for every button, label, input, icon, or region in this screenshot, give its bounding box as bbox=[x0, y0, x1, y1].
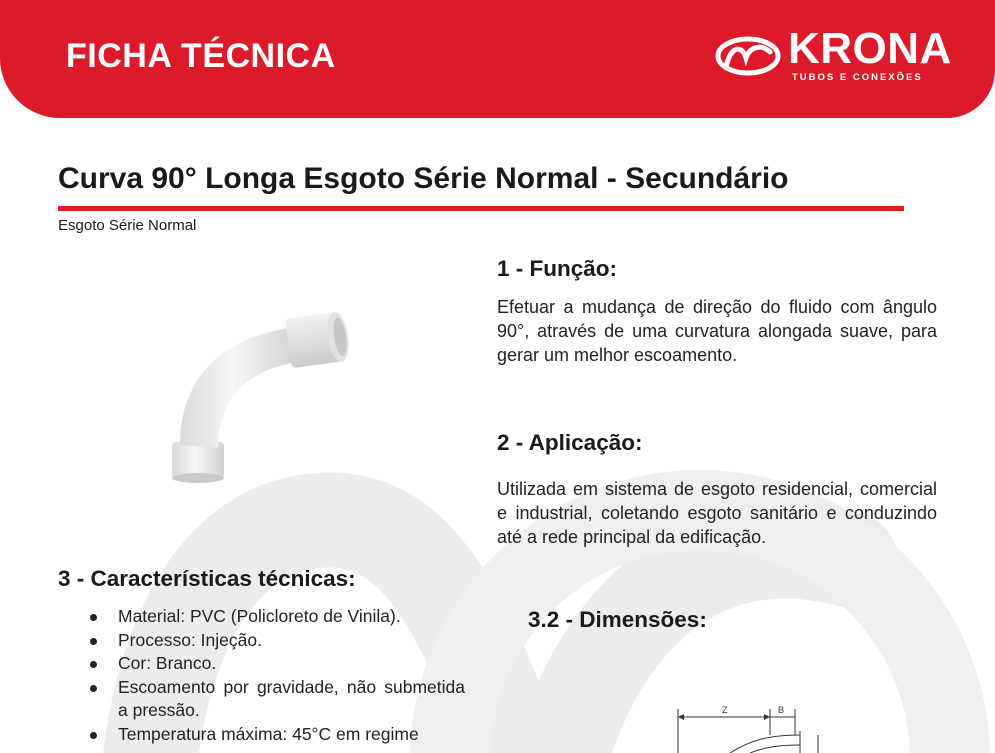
caracteristicas-list bbox=[90, 605, 465, 746]
section-caracteristicas-heading: 3 - Características técnicas: bbox=[58, 566, 356, 591]
title-divider bbox=[58, 206, 904, 211]
list-item: Cor: Branco. bbox=[90, 652, 465, 676]
list-item: Escoamento por gravidade, não submetida a pressão. bbox=[90, 676, 465, 723]
dim-label-z: Z bbox=[722, 705, 728, 715]
product-category: Esgoto Série Normal bbox=[58, 217, 197, 234]
list-item: Material: PVC (Policloreto de Vinila). bbox=[90, 605, 465, 629]
section-aplicacao-text: Utilizada em sistema de esgoto residencial, comercial e industrial, coletando esgoto sanitário e conduzindo até a rede principal da edificação. bbox=[497, 479, 937, 547]
list-item: Temperatura máxima: 45°C em regime bbox=[90, 723, 465, 747]
section-aplicacao-heading: 2 - Aplicação: bbox=[497, 430, 643, 455]
pvc-curve-90-image bbox=[160, 300, 370, 485]
page-title: Curva 90° Longa Esgoto Série Normal - Secundário bbox=[58, 162, 789, 195]
list-item: Processo: Injeção. bbox=[90, 629, 465, 653]
brand-tagline: TUBOS E CONEXÕES bbox=[792, 72, 923, 83]
brand-name: KRONA bbox=[788, 24, 952, 73]
section-funcao-heading: 1 - Função: bbox=[497, 256, 618, 281]
section-dimensoes-heading: 3.2 - Dimensões: bbox=[528, 607, 707, 632]
header-title: FICHA TÉCNICA bbox=[66, 37, 336, 75]
dimension-diagram bbox=[670, 695, 840, 753]
dim-label-b: B bbox=[778, 705, 785, 715]
section-funcao-text: Efetuar a mudança de direção do fluido com ângulo 90°, através de uma curvatura alongada suave, para gerar um melhor escoamento. bbox=[497, 297, 937, 365]
